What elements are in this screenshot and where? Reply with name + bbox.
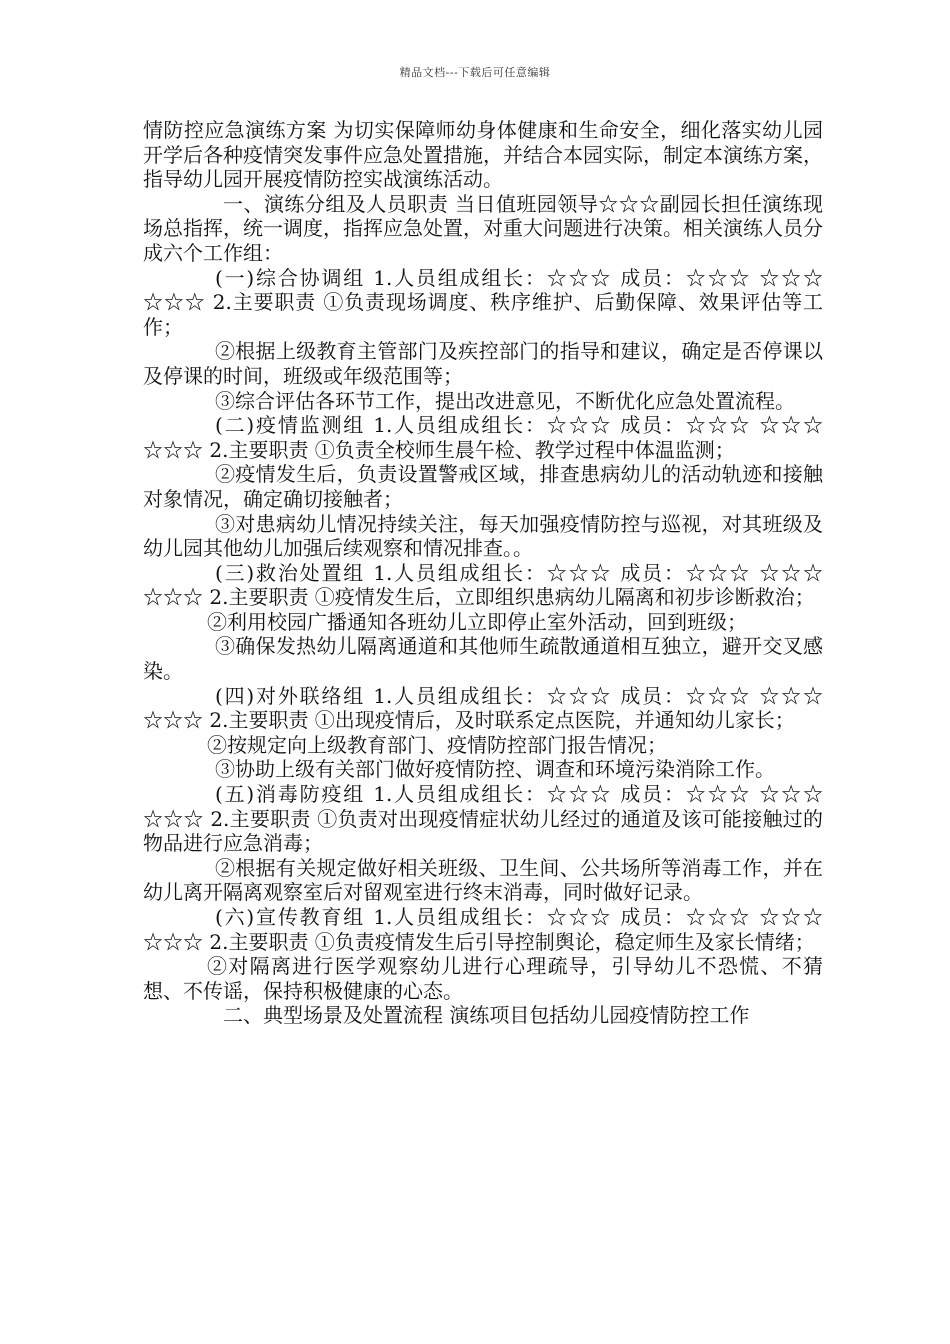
paragraph: ②按规定向上级教育部门、疫情防控部门报告情况； <box>207 732 667 757</box>
page-header: 精品文档---下载后可任意编辑 <box>399 66 551 79</box>
paragraph: ③协助上级有关部门做好疫情防控、调查和环境污染消除工作。 <box>215 757 775 782</box>
paragraph: (六)宣传教育组 1.人员组成组长：☆☆☆ 成员：☆☆☆ ☆☆☆ ☆☆☆ 2.主要职责 ①负责疫情发生后引导控制舆论，稳定师生及家长情绪； <box>143 905 823 954</box>
paragraph: 情防控应急演练方案 为切实保障师幼身体健康和生命安全，细化落实幼儿园开学后各种疫情突发事件应急处置措施，并结合本园实际，制定本演练方案，指导幼儿园开展疫情防控实战演练活动。 <box>143 118 823 192</box>
paragraph: ③对患病幼儿情况持续关注，每天加强疫情防控与巡视，对其班级及幼儿园其他幼儿加强后续观察和情况排查。。 <box>143 511 823 561</box>
paragraph: (二)疫情监测组 1.人员组成组长：☆☆☆ 成员：☆☆☆ ☆☆☆ ☆☆☆ 2.主要职责 ①负责全校师生晨午检、教学过程中体温监测； <box>143 413 823 462</box>
paragraph: ②疫情发生后，负责设置警戒区域，排查患病幼儿的活动轨迹和接触对象情况，确定确切接触者； <box>143 462 823 511</box>
paragraph: (五)消毒防疫组 1.人员组成组长：☆☆☆ 成员：☆☆☆ ☆☆☆ ☆☆☆ 2.主要职责 ①负责对出现疫情症状幼儿经过的通道及该可能接触过的物品进行应急消毒； <box>143 782 823 856</box>
paragraph: ③确保发热幼儿隔离通道和其他师生疏散通道相互独立，避开交叉感染。 <box>143 634 823 684</box>
paragraph: 一、演练分组及人员职责 当日值班园领导☆☆☆副园长担任演练现场总指挥，统一调度，指挥应急处置，对重大问题进行决策。相关演练人员分成六个工作组： <box>143 191 823 265</box>
paragraph: ②利用校园广播通知各班幼儿立即停止室外活动，回到班级； <box>207 609 747 634</box>
paragraph: ②根据上级教育主管部门及疾控部门的指导和建议，确定是否停课以及停课的时间，班级或年级范围等； <box>143 339 823 388</box>
paragraph: 二、典型场景及处置流程 演练项目包括幼儿园疫情防控工作 <box>223 1003 750 1028</box>
paragraph: (三)救治处置组 1.人员组成组长：☆☆☆ 成员：☆☆☆ ☆☆☆ ☆☆☆ 2.主要职责 ①疫情发生后，立即组织患病幼儿隔离和初步诊断救治； <box>143 560 823 610</box>
paragraph: (一)综合协调组 1.人员组成组长：☆☆☆ 成员：☆☆☆ ☆☆☆ ☆☆☆ 2.主要职责 ①负责现场调度、秩序维护、后勤保障、效果评估等工作； <box>143 265 823 339</box>
paragraph: (四)对外联络组 1.人员组成组长：☆☆☆ 成员：☆☆☆ ☆☆☆ ☆☆☆ 2.主要职责 ①出现疫情后，及时联系定点医院，并通知幼儿家长； <box>143 683 823 733</box>
paragraph: ②根据有关规定做好相关班级、卫生间、公共场所等消毒工作，并在幼儿离开隔离观察室后对留观室进行终末消毒，同时做好记录。 <box>143 855 823 905</box>
document-body <box>143 118 823 1028</box>
paragraph: ②对隔离进行医学观察幼儿进行心理疏导，引导幼儿不恐慌、不猜想、不传谣，保持积极健康的心态。 <box>143 954 823 1003</box>
paragraph: ③综合评估各环节工作，提出改进意见，不断优化应急处置流程。 <box>215 388 795 413</box>
